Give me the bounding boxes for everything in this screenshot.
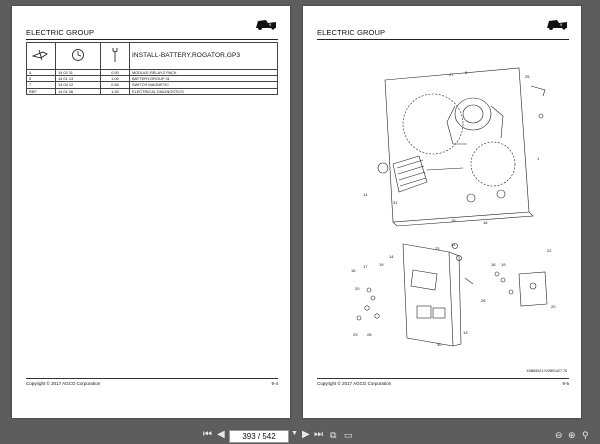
clock-icon — [71, 48, 85, 62]
row-desc: ELECTRICAL DIAGNOSTICS — [130, 88, 278, 94]
footer-rule — [26, 378, 278, 379]
search-icon[interactable]: ⚲ — [582, 430, 589, 440]
zoom-in-icon[interactable]: ⊕ — [568, 430, 576, 440]
callout-label: 23 — [435, 246, 440, 251]
row-item: 7 — [27, 82, 56, 88]
relay-module — [417, 306, 431, 318]
callout-label: 13 — [463, 330, 468, 335]
row-code: 14 01 13 — [56, 76, 101, 82]
row-code: 14 04 12 — [56, 82, 101, 88]
tractor-logo-icon — [254, 18, 278, 30]
operation-title: INSTALL-BATTERY,ROGATOR,GP3 — [130, 43, 278, 70]
exploded-parts-diagram — [323, 46, 569, 368]
callout-label: 18 — [351, 268, 356, 273]
footer-rule — [317, 378, 569, 379]
callout-label: 18 — [491, 262, 496, 267]
upper-plate — [385, 68, 529, 222]
callout-label: 17 — [363, 264, 368, 269]
callout-label: 14 — [389, 254, 394, 259]
wrench-icon-cell — [101, 43, 130, 70]
row-time: 0.50 — [101, 82, 130, 88]
row-desc: MODULE-RELAY,2 PACK — [130, 70, 278, 76]
callout-label: 15 — [451, 218, 456, 223]
callout-label: 28 — [367, 332, 372, 337]
row-item: REF — [27, 88, 56, 94]
callout-label: 20 — [355, 286, 360, 291]
callout-label: 29 — [353, 332, 358, 337]
callout-label: 19 — [501, 262, 506, 267]
callout-label: 16 — [483, 220, 488, 225]
section-header: ELECTRIC GROUP — [317, 28, 386, 37]
wrench-icon — [111, 47, 119, 63]
magnetic-switch — [455, 98, 491, 130]
header-rule — [26, 39, 278, 40]
callout-label: 1 — [537, 156, 540, 161]
svg-text:9: 9 — [560, 22, 563, 27]
first-page-icon[interactable]: ⏮ — [203, 429, 212, 440]
callout-label: 22 — [547, 248, 552, 253]
mount-circle — [471, 142, 515, 186]
row-item: 4 — [27, 70, 56, 76]
callout-label: 19 — [379, 262, 384, 267]
row-time: 1.00 — [101, 76, 130, 82]
row-code: 14 01 06 — [56, 88, 101, 94]
page-number: 9-5 — [562, 381, 569, 386]
row-code: 14 02 11 — [56, 70, 101, 76]
clock-icon-cell — [56, 43, 101, 70]
last-page-icon[interactable]: ⏭ — [314, 429, 323, 440]
callout-label: 27 — [449, 72, 454, 77]
fit-width-icon[interactable]: ▭ — [344, 430, 353, 440]
figure-id: X0B89021+V0B91427.76 — [526, 369, 567, 373]
right-page — [303, 6, 581, 418]
navigation-toolbar — [0, 426, 600, 444]
copyright: Copyright © 2017 AGCO Corporation — [317, 381, 392, 386]
fit-page-icon[interactable]: ⧉ — [330, 430, 337, 440]
row-time: 1.50 — [101, 88, 130, 94]
callout-label: 31 — [393, 200, 398, 205]
chevron-down-icon[interactable]: ▼ — [291, 430, 298, 437]
fastener — [497, 190, 505, 198]
callout-label: 8 — [465, 70, 468, 75]
bolt-25 — [531, 86, 545, 96]
zoom-out-icon[interactable]: ⊖ — [555, 430, 563, 440]
callout-label: 14 — [363, 192, 368, 197]
mount-circle — [403, 94, 463, 154]
section-header: ELECTRIC GROUP — [26, 28, 95, 37]
row-item: 5 — [27, 76, 56, 82]
operations-table — [26, 42, 278, 95]
row-desc: SWITCH MAGNETIC — [130, 82, 278, 88]
svg-text:9: 9 — [269, 22, 272, 27]
left-page — [12, 6, 290, 418]
callout-label: 21 — [451, 242, 456, 247]
page-number: 9-4 — [271, 381, 278, 386]
row-desc: BATTERY,GROUP 31 — [130, 76, 278, 82]
tractor-logo-icon — [545, 18, 569, 30]
wrench-hand-icon — [31, 48, 51, 62]
table-icon-row — [27, 43, 278, 70]
fastener — [467, 194, 475, 202]
callout-label: 26 — [481, 298, 486, 303]
row-time: 0.50 — [101, 70, 130, 76]
labor-icon-cell — [27, 43, 56, 70]
header-rule — [317, 39, 569, 40]
table-row — [27, 88, 278, 94]
previous-page-icon[interactable]: ◀ — [217, 429, 225, 440]
callout-label: 20 — [551, 304, 556, 309]
callout-label: 25 — [525, 74, 530, 79]
page-number-input[interactable]: 393 / 542 — [229, 430, 289, 443]
callout-label: 30 — [437, 342, 442, 347]
copyright: Copyright © 2017 AGCO Corporation — [26, 381, 101, 386]
relay-bracket — [403, 244, 453, 346]
next-page-icon[interactable]: ▶ — [302, 429, 310, 440]
